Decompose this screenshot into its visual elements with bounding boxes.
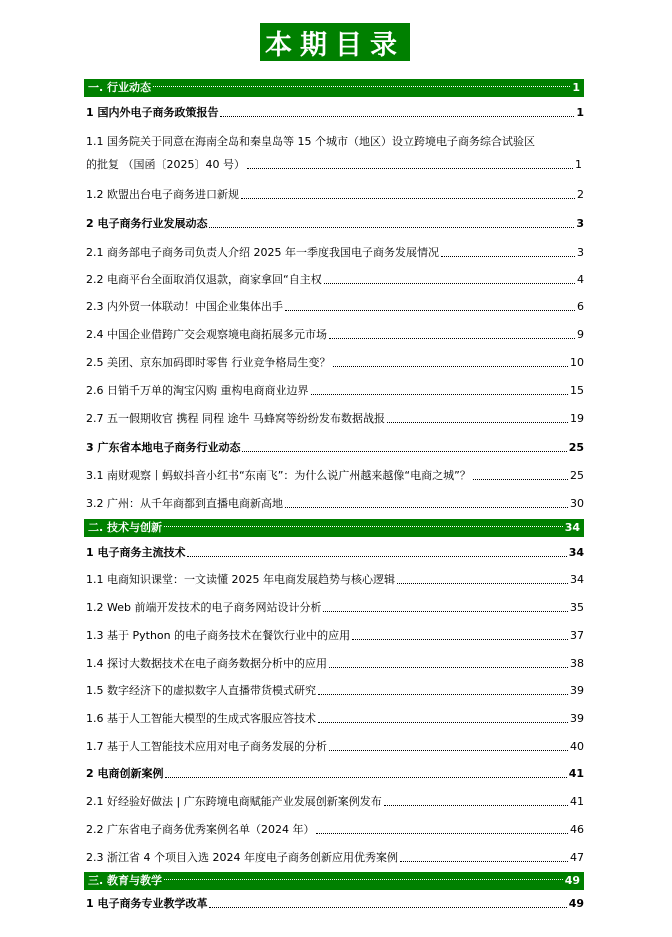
toc-leader <box>323 611 568 612</box>
toc-entry-label: 2.3 浙江省 4 个项目入选 2024 年度电子商务创新应用优秀案例 <box>86 851 398 864</box>
toc-entry[interactable] <box>84 135 582 172</box>
toc-entry[interactable] <box>84 273 584 287</box>
toc-entry[interactable] <box>84 601 584 615</box>
toc-entry-label: 2.1 好经验好做法 | 广东跨境电商赋能产业发展创新案例发布 <box>86 795 382 808</box>
toc-entry-label: 1 电子商务专业教学改革 <box>86 897 208 910</box>
toc-entry[interactable] <box>84 573 584 587</box>
toc-section-label: 二. 技术与创新 <box>88 521 163 534</box>
toc-leader <box>242 451 566 452</box>
toc-page-number: 4 <box>577 273 584 286</box>
toc-leader <box>164 879 563 880</box>
toc-leader <box>397 583 568 584</box>
toc-leader <box>165 777 566 778</box>
toc-entry[interactable] <box>84 106 584 120</box>
toc-entry[interactable] <box>84 246 584 260</box>
toc-entry-label: 1.2 Web 前端开发技术的电子商务网站设计分析 <box>86 601 322 614</box>
toc-entry[interactable] <box>84 823 584 837</box>
toc-entry[interactable] <box>84 712 584 726</box>
toc-entry[interactable] <box>84 767 584 781</box>
toc-page-number: 25 <box>570 469 584 482</box>
toc-entry-label: 1.7 基于人工智能技术应用对电子商务发展的分析 <box>86 740 327 753</box>
toc-leader <box>153 86 570 87</box>
toc-entry-label: 1.1 国务院关于同意在海南全岛和秦皇岛等 15 个城市（地区）设立跨境电子商务综合试验区 <box>86 135 535 148</box>
toc-page-number: 30 <box>570 497 584 510</box>
toc-entry[interactable] <box>84 356 584 370</box>
toc-entry-label: 2 电商创新案例 <box>86 767 164 780</box>
toc-page-number: 34 <box>570 573 584 586</box>
toc-entry-label: 2.3 内外贸一体联动！中国企业集体出手 <box>86 300 283 313</box>
toc-entry-label: 2.2 电商平台全面取消仅退款，商家拿回“自主权 <box>86 273 322 286</box>
toc-entry-label: 1.2 欧盟出台电子商务进口新规 <box>86 188 239 201</box>
toc-page-number: 41 <box>570 795 584 808</box>
toc-leader <box>324 283 575 284</box>
toc-entry[interactable] <box>84 217 584 231</box>
toc-leader <box>400 861 568 862</box>
toc-leader <box>209 227 574 228</box>
toc-page-number: 49 <box>568 897 584 910</box>
toc-page-number: 1 <box>576 106 584 119</box>
toc-page-number: 3 <box>577 246 584 259</box>
toc-page-number: 6 <box>577 300 584 313</box>
toc-entry-label: 1 电子商务主流技术 <box>86 546 186 559</box>
toc-entry-label: 2.1 商务部电子商务司负责人介绍 2025 年一季度我国电子商务发展情况 <box>86 246 439 259</box>
toc-entry-label: 3 广东省本地电子商务行业动态 <box>86 441 241 454</box>
toc-entry-label: 1.5 数字经济下的虚拟数字人直播带货模式研究 <box>86 684 316 697</box>
toc-leader <box>473 479 568 480</box>
toc-leader <box>285 310 575 311</box>
toc-entry[interactable] <box>84 684 584 698</box>
toc-page-number: 34 <box>564 521 580 534</box>
toc-entry[interactable] <box>84 657 584 671</box>
toc-page-number: 41 <box>568 767 584 780</box>
toc-section-industry[interactable] <box>84 79 584 97</box>
toc-entry[interactable] <box>84 497 584 511</box>
toc-entry-label: 3.1 南财观察丨蚂蚁抖音小红书“东南飞”：为什么说广州越来越像“电商之城”？ <box>86 469 471 482</box>
toc-page-number: 1 <box>575 158 582 171</box>
toc-entry[interactable] <box>84 300 584 314</box>
toc-section-label: 一. 行业动态 <box>88 81 152 94</box>
toc-page-number: 39 <box>570 684 584 697</box>
toc-entry-label: 1.4 探讨大数据技术在电子商务数据分析中的应用 <box>86 657 327 670</box>
toc-page-number: 46 <box>570 823 584 836</box>
toc-page-number: 1 <box>572 81 580 94</box>
toc-page-number: 9 <box>577 328 584 341</box>
toc-page-number: 25 <box>568 441 584 454</box>
toc-leader <box>384 805 568 806</box>
toc-page-number: 3 <box>576 217 584 230</box>
toc-page-number: 38 <box>570 657 584 670</box>
toc-leader <box>387 422 568 423</box>
toc-entry-label: 2.6 日销千万单的淘宝闪购 重构电商商业边界 <box>86 384 309 397</box>
toc-entry[interactable] <box>84 629 584 643</box>
toc-leader <box>164 526 563 527</box>
toc-entry[interactable] <box>84 412 584 426</box>
toc-leader <box>209 907 566 908</box>
toc-entry[interactable] <box>84 384 584 398</box>
page-title: 本期目录 <box>260 23 410 61</box>
toc-section-label: 三. 教育与教学 <box>88 874 163 887</box>
toc-leader <box>329 667 568 668</box>
toc-page-number: 19 <box>570 412 584 425</box>
toc-leader <box>329 338 575 339</box>
toc-leader <box>352 639 568 640</box>
toc-entry-label: 2.4 中国企业借跨广交会观察境电商拓展多元市场 <box>86 328 327 341</box>
toc-leader <box>441 256 575 257</box>
toc-entry-label-cont: 的批复 （国函〔2025〕40 号） <box>86 158 245 171</box>
toc-leader <box>329 750 568 751</box>
toc-entry[interactable] <box>84 546 584 560</box>
toc-leader <box>318 722 568 723</box>
toc-page-number: 35 <box>570 601 584 614</box>
toc-leader <box>285 507 568 508</box>
toc-page-number: 2 <box>577 188 584 201</box>
toc-entry-label: 2.2 广东省电子商务优秀案例名单（2024 年） <box>86 823 315 836</box>
toc-page-number: 37 <box>570 629 584 642</box>
toc-leader <box>220 116 574 117</box>
toc-entry[interactable] <box>84 897 584 911</box>
toc-leader <box>247 168 573 169</box>
toc-entry-label: 1.3 基于 Python 的电子商务技术在餐饮行业中的应用 <box>86 629 351 642</box>
toc-entry-label: 1.6 基于人工智能大模型的生成式客服应答技术 <box>86 712 316 725</box>
toc-page-number: 10 <box>570 356 584 369</box>
toc-entry[interactable] <box>84 188 584 202</box>
toc-leader <box>318 694 568 695</box>
toc-page-number: 40 <box>570 740 584 753</box>
toc-entry[interactable] <box>84 328 584 342</box>
toc-entry-label: 3.2 广州：从千年商都到直播电商新高地 <box>86 497 283 510</box>
toc-entry[interactable] <box>84 795 584 809</box>
toc-entry-label: 1.1 电商知识课堂：一文读懂 2025 年电商发展趋势与核心逻辑 <box>86 573 395 586</box>
toc-entry-label: 2.5 美团、京东加码即时零售 行业竞争格局生变？ <box>86 356 331 369</box>
toc-entry[interactable] <box>84 740 584 754</box>
toc-entry-label: 1 国内外电子商务政策报告 <box>86 106 219 119</box>
toc-leader <box>333 366 569 367</box>
toc-entry-label: 2 电子商务行业发展动态 <box>86 217 208 230</box>
toc-leader <box>241 198 575 199</box>
toc-page-number: 39 <box>570 712 584 725</box>
toc-entry[interactable] <box>84 441 584 455</box>
toc-entry-label: 2.7 五一假期收官 携程 同程 途牛 马蜂窝等纷纷发布数据战报 <box>86 412 385 425</box>
toc-leader <box>187 556 566 557</box>
toc-page-number: 34 <box>568 546 584 559</box>
toc-leader <box>316 833 568 834</box>
toc-page-number: 49 <box>564 874 580 887</box>
toc-section-technology[interactable] <box>84 519 584 537</box>
toc-page-number: 15 <box>570 384 584 397</box>
toc-entry[interactable] <box>84 851 584 865</box>
toc-page-number: 47 <box>570 851 584 864</box>
toc-leader <box>311 394 569 395</box>
toc-section-education[interactable] <box>84 872 584 890</box>
toc-entry[interactable] <box>84 469 584 483</box>
